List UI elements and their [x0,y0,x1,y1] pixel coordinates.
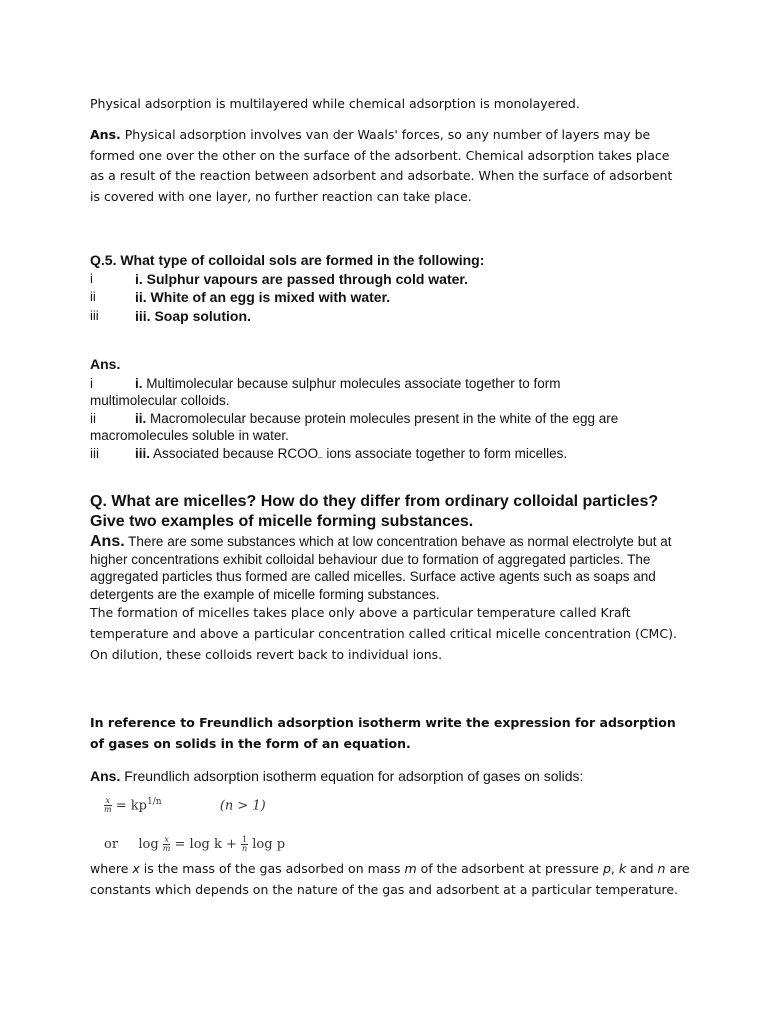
item-bold: i. [135,375,143,391]
log-word: log [138,837,159,852]
question-5 [90,251,680,325]
answer-label: Ans. [90,356,121,372]
micelles-answer [90,533,690,603]
item-continuation: macromolecules soluble in water. [90,428,289,443]
equation-end: log p [252,837,286,852]
item-number: iii [90,445,99,461]
item-text: Multimolecular because sulphur molecules associate together to form [142,375,561,391]
question-5-item [90,270,680,289]
equation-exponent: 1/n [146,797,162,807]
item-text: iii. Soap solution. [135,307,251,324]
item-continuation: multimolecular colloids. [90,393,230,408]
item-text: ii. White of an egg is mixed with water. [135,289,391,305]
statement-paragraph: Physical adsorption is multilayered while chemical adsorption is monolayered. [90,96,580,111]
item-number: i [90,270,93,286]
item-number: ii [90,289,96,304]
item-number: ii [90,410,96,426]
freundlich-question: In reference to Freundlich adsorption isotherm write the expression for adsorption of gases on solids in the form of an equation. [90,715,676,751]
answer-label: Ans. [90,533,125,550]
item-text: ions associate together to form micelles. [322,445,568,461]
freundlich-answer [90,767,690,785]
equation-middle: = log k + [174,837,237,852]
item-number: iii [90,307,99,323]
answer-paragraph [90,125,680,207]
micelles-question: Q. What are micelles? How do they differ from ordinary colloidal particles? Give two examples of micelle forming substances. [90,493,659,530]
item-bold: iii. [135,445,151,461]
item-bold: ii. [135,410,147,426]
item-text: Macromolecular because protein molecules present in the white of the egg are [146,410,619,426]
item-text: i. Sulphur vapours are passed through cold water. [135,270,468,287]
item-number: i [90,375,93,391]
answer-item [90,375,680,410]
answer-item [90,445,680,465]
minus-sign: – [318,452,323,462]
answer-item [90,410,680,445]
answer-label: Ans. [90,127,121,142]
question-5-item [90,288,680,307]
answer-label: Ans. [90,768,121,784]
freundlich-explanation: where x is the mass of the gas adsorbed on mass m of the adsorbent at pressure p, k and n are constants which depends on the nature of the gas and adsorbent at a particular temperature. [90,861,690,897]
item-text: Associated because RCOO [150,445,319,461]
question-5-answer [90,356,680,464]
fraction-x-over-m: $\frac{x}{m}$ [162,835,171,853]
equation-condition: (n > 1) [219,798,266,814]
answer-text: Freundlich adsorption isotherm equation for adsorption of gases on solids: [120,768,584,784]
question-5-title: Q.5. What type of colloidal sols are formed in the following: [90,252,485,268]
answer-text: Physical adsorption involves van der Waals' forces, so any number of layers may be formed one over the other on the surface of the adsorbent. Chemical adsorption takes place as a result of the reaction between adsorbent and adsorbate. When the surface of adsorbent is covered with one layer, no further reaction can take place. [90,127,673,204]
micelles-paragraph-2: The formation of micelles takes place only above a particular temperature called Kraft temperature and above a particular concentration called critical micelle concentration (CMC). On dilution, these colloids revert back to individual ions. [90,605,677,662]
fraction-1-over-n: $\frac{1}{n}$ [242,835,248,853]
answer-text: There are some substances which at low concentration behave as normal electrolyte but at higher concentrations exhibit colloidal behaviour due to formation of aggregated particles. The aggregated particles thus formed are called micelles. Surface active agents such as soaps and detergents are the example of micelle forming substances. [90,534,672,602]
freundlich-log-equation [104,836,285,853]
freundlich-equation [104,797,266,814]
or-word: or [104,837,119,852]
fraction-x-over-m: $\frac{x}{m}$ [104,796,112,815]
equation-rhs: = kp [115,798,147,814]
question-5-item [90,307,680,326]
